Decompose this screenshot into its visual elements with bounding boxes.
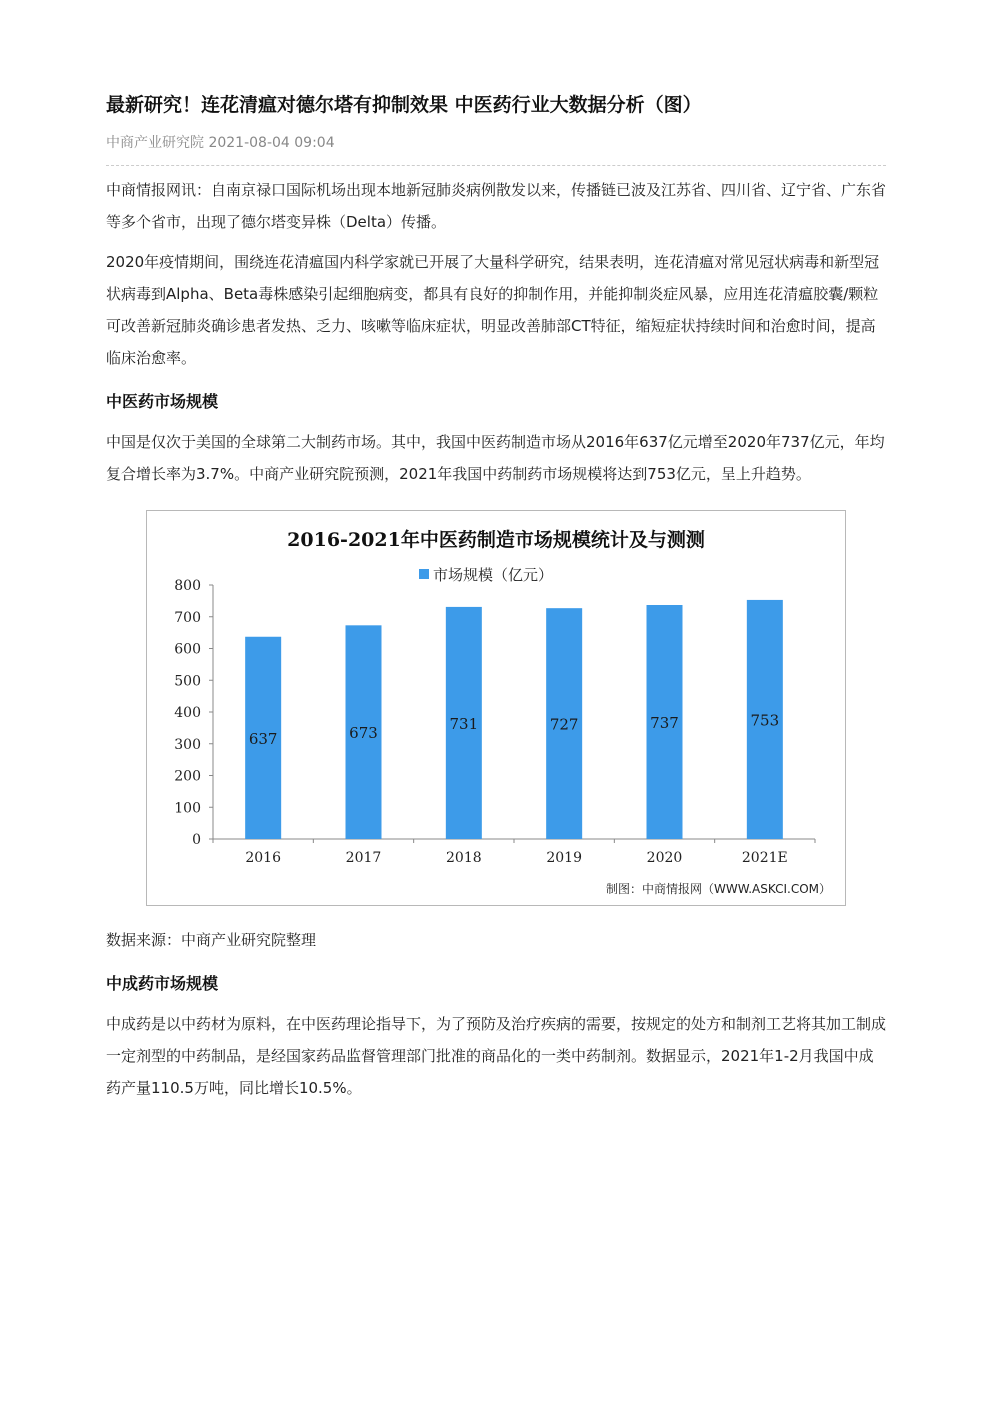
y-tick-label: 700 (174, 609, 201, 626)
x-tick-label: 2019 (546, 850, 582, 866)
y-tick-label: 100 (174, 800, 201, 817)
y-tick-label: 600 (174, 641, 201, 658)
x-tick-label: 2020 (646, 850, 683, 866)
paragraph-patent-medicine: 中成药是以中药材为原料，在中医药理论指导下，为了预防及治疗疾病的需要，按规定的处方和制剂工艺将其加工制成一定剂型的中药制品，是经国家药品监督管理部门批准的商品化的一类中药制剂。数据显示，2021年1-2月我国中成药产量110.5万吨，同比增长10.5%。 (106, 1015, 887, 1097)
paragraph-market: 中国是仅次于美国的全球第二大制药市场。其中，我国中医药制造市场从2016年637亿元增至2020年737亿元，年均复合增长率为3.7%。中商产业研究院预测，2021年我国中药制药市场规模将达到753亿元，呈上升趋势。 (106, 433, 885, 483)
chart-canvas (147, 511, 845, 905)
meta-divider (106, 165, 886, 166)
y-tick-label: 200 (174, 768, 201, 785)
article (106, 88, 886, 1104)
y-tick-label: 300 (174, 736, 201, 753)
y-tick-label: 0 (192, 832, 201, 848)
article-meta: 中商产业研究院 2021-08-04 09:04 (106, 135, 335, 151)
data-label: 753 (750, 711, 780, 730)
article-title: 最新研究！连花清瘟对德尔塔有抑制效果 中医药行业大数据分析（图） (106, 94, 702, 116)
data-label: 727 (549, 715, 579, 734)
legend-label: 市场规模（亿元） (433, 566, 554, 584)
x-tick-label: 2016 (245, 850, 281, 866)
chart-title: 2016-2021年中医药制造市场规模统计及与测测 (287, 529, 705, 551)
x-tick-label: 2021E (741, 850, 788, 866)
chart-credit: 制图：中商情报网（WWW.ASKCI.COM） (606, 882, 831, 896)
section-heading-patent-medicine: 中成药市场规模 (106, 974, 219, 993)
paragraph-research: 2020年疫情期间，围绕连花清瘟国内科学家就已开展了大量科学研究，结果表明，连花清瘟对常见冠状病毒和新型冠状病毒到Alpha、Beta毒株感染引起细胞病变，都具有良好的抑制作用，并能抑制炎症风暴，应用连花清瘟胶囊/颗粒可改善新冠肺炎确诊患者发热、乏力、咳嗽等临床症状，明显改善肺部CT特征，缩短症状持续时间和治愈时间，提高临床治愈率。 (106, 253, 880, 367)
y-tick-label: 400 (174, 705, 201, 721)
section-heading-tcm-market: 中医药市场规模 (106, 392, 219, 411)
y-tick-label: 800 (174, 578, 201, 594)
data-label: 673 (349, 724, 378, 743)
x-tick-label: 2018 (446, 850, 482, 866)
data-label: 731 (449, 714, 479, 733)
data-label: 637 (248, 729, 278, 748)
data-source: 数据来源：中商产业研究院整理 (106, 931, 317, 949)
legend-swatch (419, 569, 429, 579)
market-size-chart (146, 510, 846, 906)
y-tick-label: 500 (174, 673, 201, 690)
paragraph-intro: 中商情报网讯：自南京禄口国际机场出现本地新冠肺炎病例散发以来，传播链已波及江苏省、四川省、辽宁省、广东省等多个省市，出现了德尔塔变异株（Delta）传播。 (106, 181, 887, 231)
x-tick-label: 2017 (345, 850, 382, 866)
data-label: 737 (650, 714, 679, 733)
